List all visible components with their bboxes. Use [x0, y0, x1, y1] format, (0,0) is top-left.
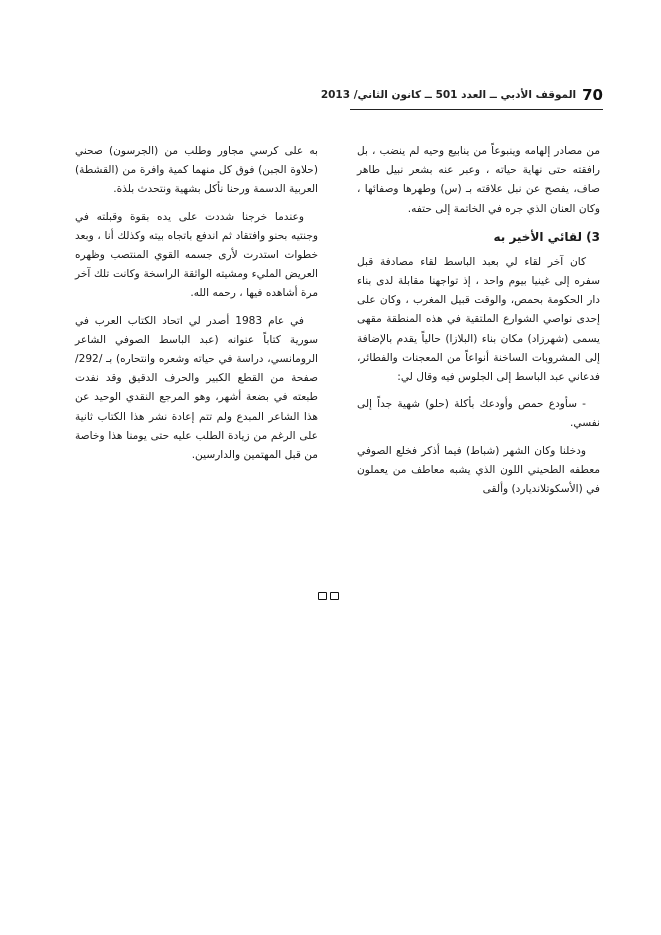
running-head: الموقف الأدبي ــ العدد 501 ــ كانون الثاني/ 2013: [320, 89, 577, 101]
header-rule: [350, 109, 603, 110]
dialogue-line: - سأودع حمص وأودعك بأكلة (حلو) شهية جداً إلى نفسي.: [357, 398, 600, 430]
page-number: 70: [582, 86, 603, 104]
right-paragraph-2: كان آخر لقاء لي بعبد الباسط لقاء مصادفة قبل سفره إلى غينيا بيوم واحد ، إذ تواجهنا مقابلة لدى بناء دار الحكومة بحمص، والوقت قبيل المغرب ، وكان على إحدى نواصي الشوارع الملتقية في هذه المنطقة مقهى يسمى (شهرزاد) مكان بناء (البلازا) حالياً يقدم بالإضافة إلى المشروبات الساخنة أنواعاً من المعجنات والفطائر، فدعاني عبد الباسط إلى الجلوس فيه وقال لي:: [357, 255, 600, 384]
right-paragraph-1: من مصادر إلهامه وينبوعاً من ينابيع وحيه لم ينضب ، بل رافقته حتى نهاية حياته ، وعبر عنه بشعر نبيل طاهر صاف، يفصح عن نبل علاقته بـ (س) وطهرها وصفائها ، وكان العنان الذي جره في الخاتمة إلى حتفه.: [357, 145, 600, 215]
section-heading: 3) لقائي الأخير به: [493, 229, 600, 244]
right-paragraph-3: ودخلنا وكان الشهر (شباط) فيما أذكر فخلع الصوفي معطفه الطحيني اللون الذي يشبه معاطف من يعملون في (الأسكوتلانديارد) وألقى: [357, 444, 600, 496]
left-column: [75, 142, 318, 473]
end-box-icon: [318, 592, 327, 600]
end-box-icon: [330, 592, 339, 600]
right-column: [357, 142, 600, 507]
left-paragraph-1: به على كرسي مجاور وطلب من (الجرسون) صحني (حلاوة الجبن) فوق كل منهما كمية وافرة من (القشطة) العربية الدسمة ورحنا نأكل بشهية ونتحدث بلذة.: [75, 145, 318, 196]
left-paragraph-2: وعندما خرجنا شددت على يده بقوة وقبلته في وجنتيه بحنو وافتقاد ثم اندفع باتجاه بيته وكذلك أنا ، وبعد خطوات استدرت لأرى جسمه القوي المنتصب وظهره العريض المليء ومشيته الواثقة الراسخة وكانت تلك آخر مرة أشاهده فيها ، رحمه الله.: [75, 210, 318, 300]
end-mark-icon: [318, 592, 339, 600]
page-header: [320, 84, 603, 106]
left-paragraph-3: في عام 1983 أصدر لي اتحاد الكتاب العرب في سورية كتاباً عنوانه (عبد الباسط الصوفي الشاعر الرومانسي، دراسة في حياته وشعره وانتحاره) بـ /292/ صفحة من القطع الكبير والحرف الدقيق وقد نفدت طبعته في بضعة أشهر، وهو المرجع النقدي الوحيد عن هذا الشاعر المبدع ولم تتم إعادة نشر هذا الكتاب ثانية على الرغم من زيادة الطلب عليه حتى يومنا هذا وخاصة من قبل المهتمين والدارسين.: [75, 314, 318, 462]
